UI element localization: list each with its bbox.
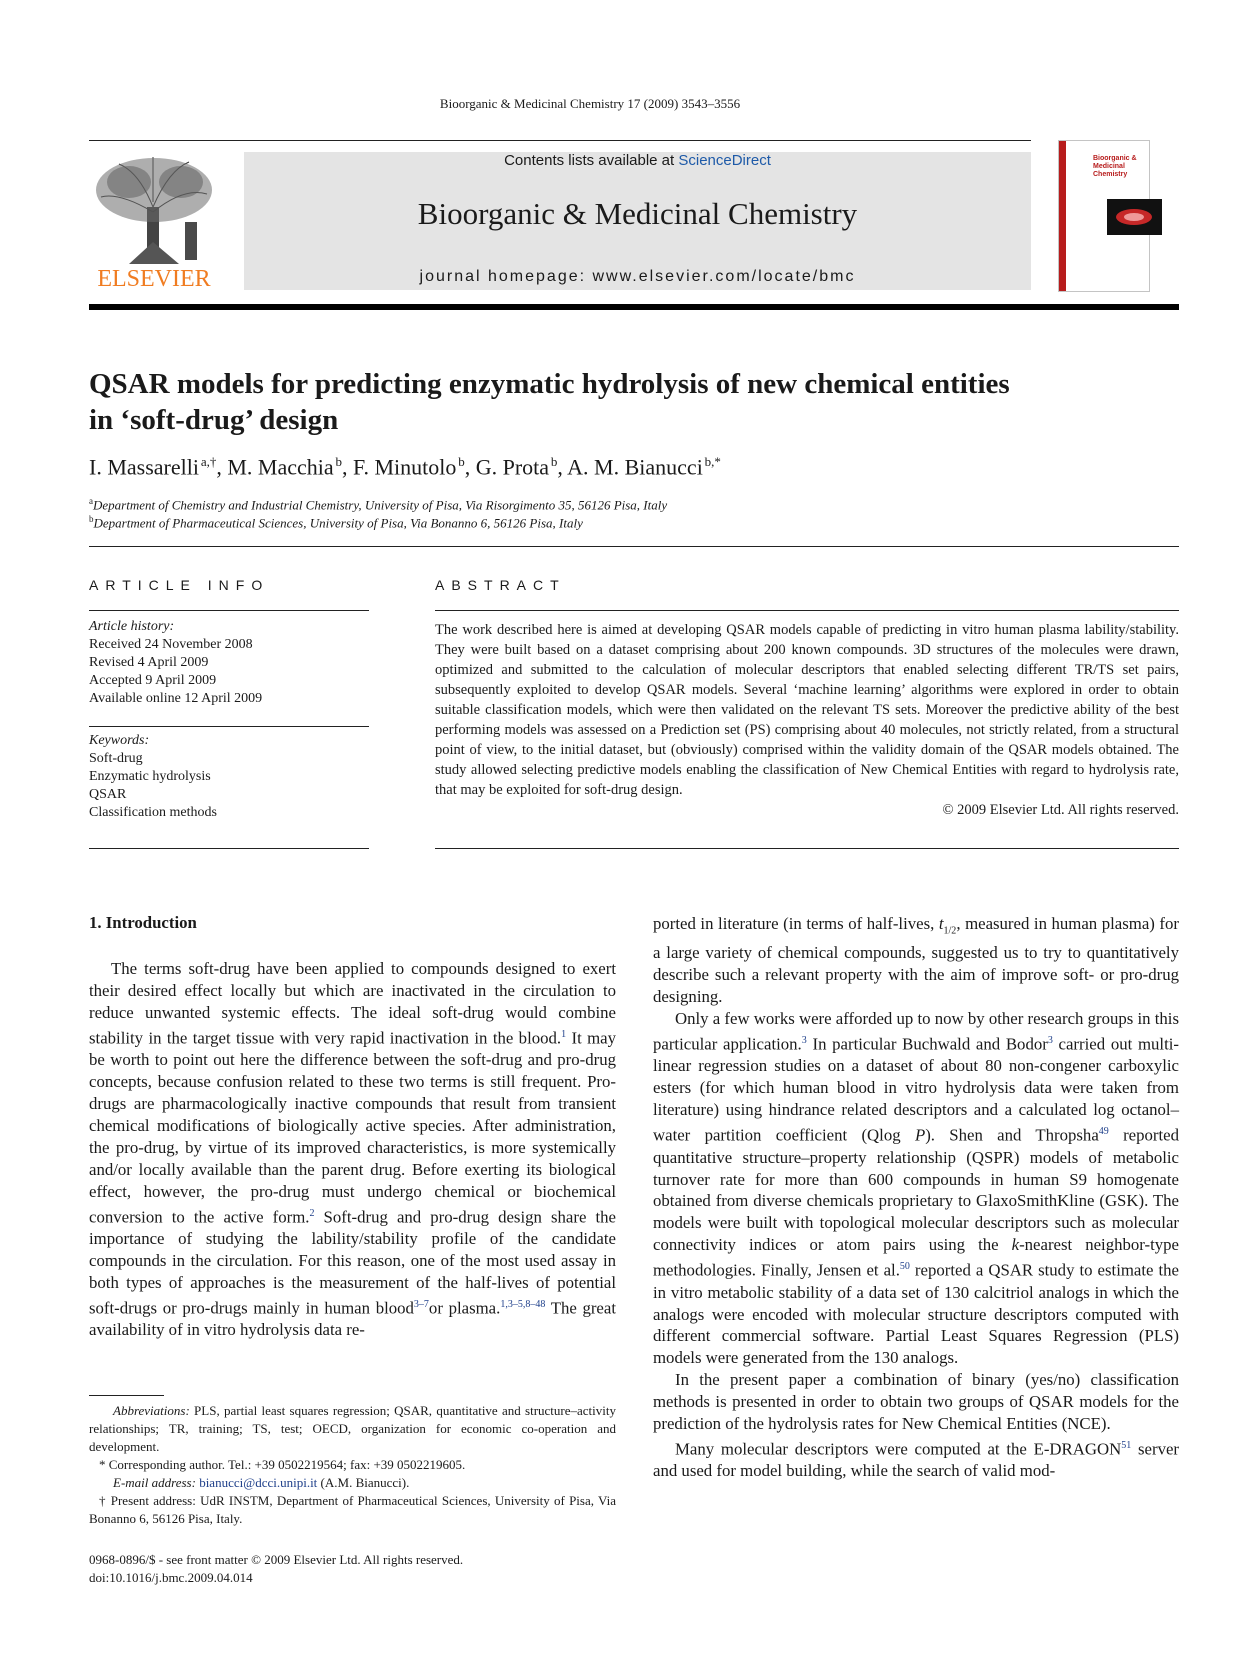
contents-line	[244, 152, 1031, 169]
citation-ref[interactable]: 3	[1047, 1034, 1053, 1046]
footnote-abbreviations	[89, 1402, 616, 1456]
email-label: E-mail address:	[113, 1475, 200, 1490]
author-mark[interactable]: a,†	[200, 454, 217, 469]
text-run: The terms soft-drug have been applied to compounds designed to exert their desired effect locally but which are inactivated in the circulation to reduce unwanted systemic effects. The ideal soft-drug would combine stability in the target tissue with very rapid inactivation in the blood.	[89, 959, 616, 1048]
abstract-heading: ABSTRACT	[435, 577, 566, 593]
author-mark[interactable]: b,*	[704, 454, 721, 469]
text-run: Soft-drug and pro-drug design share the importance of studying the lability/stability profile of the candidate compounds in the circulation. For this reason, one of the most used assay in both types of approaches is the measurement of the half-lives of potential soft-drugs or pro-drugs mainly in human blood	[89, 1207, 616, 1318]
text-run: reported quantitative structure–property relationship (QSPR) models of metabolic turnover rate for more than 600 compounds in human S9 homogenate obtained from diverse chemicals proprietary to GlaxoSmithKline (GSK). The models were built with topological molecular descriptors such as molecular connectivity indices or atom pairs using the	[653, 1125, 1179, 1255]
journal-citation: Bioorganic & Medicinal Chemistry 17 (2009) 3543–3556	[439, 96, 741, 111]
abstract-copyright: © 2009 Elsevier Ltd. All rights reserved.	[942, 802, 1179, 818]
abstract-body	[435, 620, 1179, 820]
author-mark[interactable]: b	[335, 454, 342, 469]
journal-banner	[244, 152, 1031, 290]
title-line-1: QSAR models for predicting enzymatic hydrolysis of new chemical entities	[89, 368, 1010, 400]
text-run: ). Shen and Thropsha	[925, 1125, 1099, 1145]
footnote-rule	[89, 1395, 164, 1396]
title-line-2: in ‘soft-drug’ design	[89, 404, 339, 436]
journal-title: Bioorganic & Medicinal Chemistry	[417, 196, 858, 231]
tree-icon	[89, 152, 219, 272]
citation-ref[interactable]: 3–7	[413, 1298, 429, 1310]
history-label: Article history:	[89, 619, 175, 634]
footnote-present-address: † Present address: UdR INSTM, Department of Pharmaceutical Sciences, University of Pisa, Via Bonanno 6, 56126 Pisa, Italy.	[89, 1493, 616, 1526]
text-run: The great availability of in vitro hydrolysis data re-	[89, 1298, 616, 1340]
publisher-logo-text: ELSEVIER	[97, 266, 211, 292]
citation-ref[interactable]: 50	[899, 1261, 910, 1273]
doi-line[interactable]: doi:10.1016/j.bmc.2009.04.014	[89, 1570, 253, 1585]
history-item: Available online 12 April 2009	[89, 691, 263, 706]
article-info-heading: ARTICLE INFO	[89, 577, 270, 593]
header-thick-rule	[89, 304, 1179, 310]
cover-band	[1059, 141, 1066, 291]
citation-ref[interactable]: 1,3–5,8–48	[500, 1298, 546, 1310]
math-symbol: t	[938, 914, 944, 933]
footnote-email	[89, 1474, 616, 1492]
text-run: -nearest neighbor-type methodologies. Finally, Jensen et al.	[653, 1235, 1179, 1280]
author-mark[interactable]: b	[550, 454, 558, 469]
keywords-label: Keywords:	[89, 733, 150, 748]
keyword-item: Soft-drug	[89, 751, 143, 766]
text-run: , measured in human plasma) for a large variety of chemical compounds, suggested us to try to quantitatively describe such a relevant property with the aim of improve soft- or pro-drug designing.	[653, 914, 1180, 1007]
author-list: I. Massarelli $^{a,\dagger}$, M. Macchia $^b$, F. Minutolo $^b$, G. Prota $^b$, A. M. Bianucci $^{b,*}$	[89, 454, 721, 480]
history-item: Received 24 November 2008	[89, 637, 253, 652]
author-name: G. Prota	[475, 454, 550, 480]
intro-column-left	[89, 958, 616, 1341]
author-name: F. Minutolo	[352, 454, 457, 480]
paragraph	[653, 1435, 1179, 1482]
author-mark[interactable]: b	[458, 454, 465, 469]
text-run: carried out multi-linear regression studies on a dataset of about 80 non-congener carboxylic esters (for which human blood in vitro hydrolysis data were taken from literature) using hindrance related descriptors and a calculated log octanol–water partition coefficient (Qlog	[653, 1034, 1179, 1145]
article-history	[89, 618, 369, 708]
sciencedirect-link[interactable]: ScienceDirect	[678, 152, 771, 169]
article-title	[89, 366, 1179, 438]
keywords-rule	[89, 726, 369, 727]
citation-ref[interactable]: 3	[801, 1034, 807, 1046]
footnote-corresponding: * Corresponding author. Tel.: +39 0502219564; fax: +39 0502219605.	[99, 1457, 466, 1472]
text-run: server and used for model building, while the search of valid mod-	[653, 1439, 1179, 1481]
affiliation-text: Department of Pharmaceutical Sciences, University of Pisa, Via Bonanno 6, 56126 Pisa, Italy	[93, 515, 583, 531]
author-name: M. Macchia	[227, 454, 334, 480]
text-run: or plasma.	[428, 1298, 501, 1318]
molecule-icon	[1107, 199, 1162, 235]
page-footer	[89, 1551, 649, 1587]
cover-title: Bioorganic & Medicinal Chemistry	[1093, 155, 1137, 178]
citation-ref[interactable]: 2	[309, 1207, 315, 1219]
paragraph: In the present paper a combination of binary (yes/no) classification methods is presented in order to obtain two groups of QSAR models for the prediction of the hydrolysis rates for New Chemical Entities (NCE).	[653, 1370, 1179, 1434]
footnotes	[89, 1402, 616, 1528]
citation-ref[interactable]: 51	[1121, 1439, 1132, 1451]
contents-prefix: Contents lists available at	[504, 152, 679, 169]
text-run: Many molecular descriptors were computed at the E-DRAGON	[675, 1439, 1122, 1459]
text-run: ported in literature (in terms of half-lives,	[653, 914, 939, 933]
citation-ref[interactable]: 49	[1098, 1126, 1109, 1138]
article-info-bottom-rule	[89, 848, 369, 849]
author-name: I. Massarelli	[89, 454, 199, 480]
paragraph	[653, 1008, 1179, 1369]
keyword-item: Classification methods	[89, 805, 217, 820]
footnote-text: PLS, partial least squares regression; QSAR, quantitative and structure–activity relationships; TR, training; TS, test; OECD, organization for economic co-operation and development.	[89, 1403, 616, 1454]
header-rule	[89, 140, 1031, 141]
issn-line: 0968-0896/$ - see front matter © 2009 Elsevier Ltd. All rights reserved.	[89, 1552, 464, 1567]
keywords-block	[89, 732, 369, 822]
article-info-rule	[89, 610, 369, 611]
keyword-item: QSAR	[89, 787, 127, 802]
affiliation-text: Department of Chemistry and Industrial Chemistry, University of Pisa, Via Risorgimento 35, 56126 Pisa, Italy	[93, 497, 668, 513]
history-item: Revised 4 April 2009	[89, 655, 209, 670]
affiliation-b	[89, 514, 1179, 531]
text-run: reported a QSAR study to estimate the in vitro metabolic stability of a data set of 130 calcitriol analogs in which the analogs were encoded with molecular structure descriptors computed with different commercial software. Partial Least Squares Regression (PLS) models were generated from the 130 analogs.	[653, 1260, 1179, 1368]
author-name: A. M. Bianucci	[567, 454, 703, 480]
cover-image	[1107, 199, 1162, 235]
paragraph	[653, 913, 1179, 1008]
abstract-bottom-rule	[435, 848, 1179, 849]
journal-cover	[1058, 140, 1150, 292]
keyword-item: Enzymatic hydrolysis	[89, 769, 211, 784]
text-run: Only a few works were afforded up to now by other research groups in this particular application.	[653, 1008, 1179, 1054]
text-run: In particular Buchwald and Bodor	[806, 1034, 1048, 1054]
intro-column-right	[653, 913, 1179, 1482]
affiliation-mark: b	[89, 514, 94, 524]
section-heading-introduction: 1. Introduction	[89, 913, 197, 932]
math-subscript: 1/2	[943, 925, 957, 937]
paragraph	[89, 958, 616, 1341]
affiliation-mark: a	[89, 496, 93, 506]
history-item: Accepted 9 April 2009	[89, 673, 217, 688]
footnote-label: Abbreviations:	[113, 1403, 190, 1418]
abstract-text: The work described here is aimed at developing QSAR models capable of predicting in vitro human plasma lability/stability. They were built based on a dataset comprising about 200 known compounds. 3D structures of the molecules were drawn, optimized and submitted to the calculation of molecular descriptors that enabled selecting different TR/TS set pairs, subsequently exploited to develop QSAR models. Several ‘machine learning’ algorithms were explored in order to obtain suitable classification models, which were then validated on the relevant TS sets. Moreover the predictive ability of the best performing models was assessed on a Prediction set (PS) comprising about 40 molecules, not strictly related, from a structural point of view, to the initial dataset, but (obviously) comprised within the validity domain of the QSAR models obtained. The study allowed selecting predictive models enabling the classification of New Chemical Entities with regard to hydrolysis rate, that may be exploited for soft-drug design.	[435, 622, 1179, 798]
citation-ref[interactable]: 1	[561, 1028, 567, 1040]
text-run: It may be worth to point out here the difference between the soft-drug and pro-drug concepts, because confusion related to these two terms is still frequent. Pro-drugs are pharmacologically inactive compounds that result from transient chemical modifications of biologically active species. After administration, the pro-drug, by virtue of its improved characteristics, is more systemically and/or locally available than the parent drug. Before exerting its biological effect, however, the pro-drug must undergo chemical or biochemical conversion to the active form.	[89, 1028, 616, 1227]
affiliation-a	[89, 496, 1179, 513]
title-rule	[89, 546, 1179, 547]
journal-homepage[interactable]: journal homepage: www.elsevier.com/locate/bmc	[419, 268, 856, 285]
math-symbol: k	[1011, 1235, 1020, 1255]
abstract-rule	[435, 610, 1179, 611]
math-symbol: P	[914, 1125, 926, 1145]
email-suffix: (A.M. Bianucci).	[317, 1475, 410, 1490]
email-link[interactable]: bianucci@dcci.unipi.it	[199, 1475, 318, 1490]
